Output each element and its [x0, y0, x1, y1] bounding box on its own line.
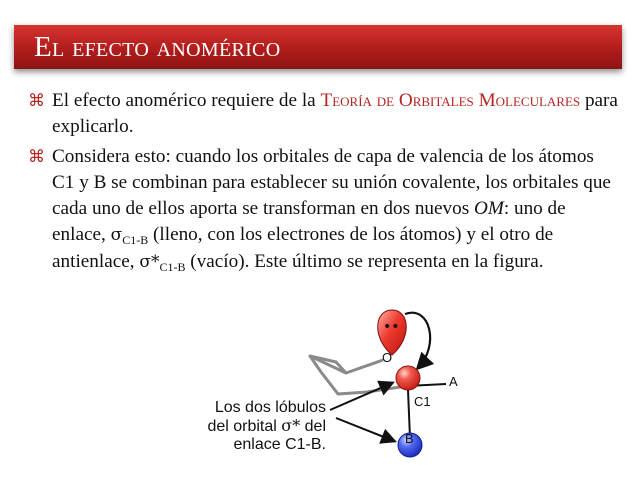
atom-label-a: A [449, 374, 458, 389]
ring-outline [310, 356, 407, 394]
om-term: OM [474, 198, 504, 219]
caption-line: enlace C1-B. [233, 436, 326, 453]
pointer-arrow-to-red-lobe [330, 383, 392, 410]
bullet-text: : uno de enlace, [52, 198, 566, 245]
caption-text: del [300, 418, 326, 435]
pointer-arrow-to-blue-lobe [336, 418, 394, 441]
orbital-caption [160, 399, 326, 454]
caption-line [160, 417, 326, 436]
atom-label-o: O [382, 350, 393, 365]
sigma-symbol: σ [110, 225, 123, 245]
bullet-text: Considera esto: cuando los orbitales de capa de valencia de los átomos C1 y B se combinan para establecer su unión covalente, los orbitales que cada uno de ellos aporta se transforman en dos nuevos [52, 146, 611, 219]
sigma-star-symbol: σ* [139, 252, 160, 272]
caption-line: Los dos lóbulos [214, 399, 326, 416]
theory-highlight: Teoría de Orbitales Moleculares [320, 90, 581, 111]
atom-label-b: B [405, 431, 414, 446]
command-key-icon: ⌘ [28, 147, 45, 167]
bullet-text: para explicarlo. [52, 90, 618, 137]
caption-text: del orbital [207, 418, 282, 435]
slide-title: El efecto anomérico [34, 31, 281, 63]
sigma-star-symbol: σ* [281, 416, 301, 435]
bullet-text: (lleno, con los electrones de los átomos) y el otro de antienlace, [52, 224, 554, 272]
sigma-star-red-lobe [396, 366, 420, 390]
bullet-text: (vacío). Este último se representa en la figura. [185, 251, 544, 272]
subscript: C1-B [122, 233, 149, 247]
curved-arrow-icon [405, 313, 430, 368]
subscript: C1-B [159, 260, 186, 274]
command-key-icon: ⌘ [28, 91, 45, 111]
atom-label-c1: C1 [414, 394, 431, 409]
bullet-text: El efecto anomérico requiere de la [52, 90, 321, 111]
lone-pair-dots: •• [383, 319, 400, 335]
